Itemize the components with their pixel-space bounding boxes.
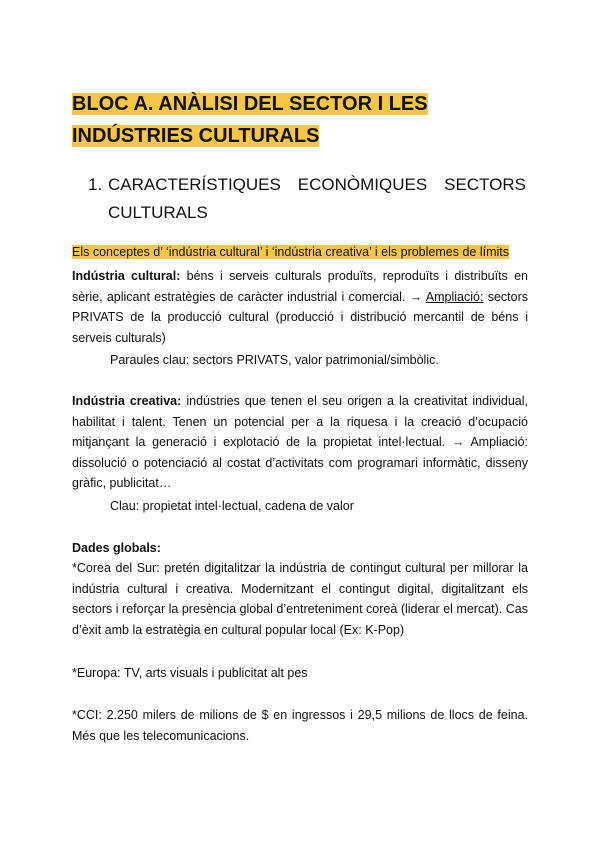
creativa-paragraph [72,391,528,494]
section-word-2: ECONÒMIQUES [297,175,428,194]
korea-paragraph: *Corea del Sur: pretén digitalitzar la indústria de contingut cultural per millorar la indústria cultural i creativa. Modernitzant el contingut digital, digitalitzant els sectors i reforçar la presència global d’entreteniment coreà (liderar el mercat). Cas d’èxit amb la estratègia en cultural popular local (Ex: K-Pop) [72,561,528,637]
main-heading [72,88,532,152]
creativa-keywords: Clau: propietat intel·lectual, cadena de valor [110,499,354,513]
section-number: 1. [88,175,103,194]
section-word-1: CARACTERÍSTIQUES [108,175,281,194]
section-word-4: CULTURALS [108,203,208,222]
subheading [72,244,509,260]
cultural-keywords: Paraules clau: sectors PRIVATS, valor patrimonial/simbòlic. [110,353,439,367]
cultural-term: Indústria cultural: [72,269,181,283]
subheading-text: Els conceptes d’ ‘indústria cultural’ i ‘indústria creativa’ i els problemes de límits [72,245,509,259]
europa-paragraph: *Europa: TV, arts visuals i publicitat alt pes [72,666,308,680]
dades-title-text: Dades globals: [72,541,161,555]
cultural-text-2: sectors PRIVATS de la producció cultural (producció i distribució mercantil de béns i serveis culturals) [72,289,529,345]
creativa-text: indústries que tenen el seu origen a la creativitat individual, habilitat i talent. Tenen un potencial per a la riquesa i la creació d’ocupació mitjançant la generació i explotació de la propietat intel·lectual. → Ampliació: dissolució o potenciació al costat d’activitats com programari informàtic, disseny gràfic, publicitat… [72,394,528,491]
creativa-term: Indústria creativa: [72,394,182,408]
main-heading-text: BLOC A. ANÀLISI DEL SECTOR I LES INDÚSTRIES CULTURALS [72,93,428,147]
cultural-text-1: béns i serveis culturals produïts, reproduïts i distribuïts en sèrie, aplicant estratègies de caràcter industrial i comercial. → [72,269,528,304]
cultural-paragraph [72,266,528,348]
ampliacio-link: Ampliació: [425,289,484,304]
cci-paragraph: *CCI: 2.250 milers de milions de $ en ingressos i 29,5 milions de llocs de feina. Més que les telecomunicacions. [72,708,528,743]
section-word-3: SECTORS [444,175,526,194]
dades-title [72,538,528,559]
section-heading-line1 [108,171,526,199]
